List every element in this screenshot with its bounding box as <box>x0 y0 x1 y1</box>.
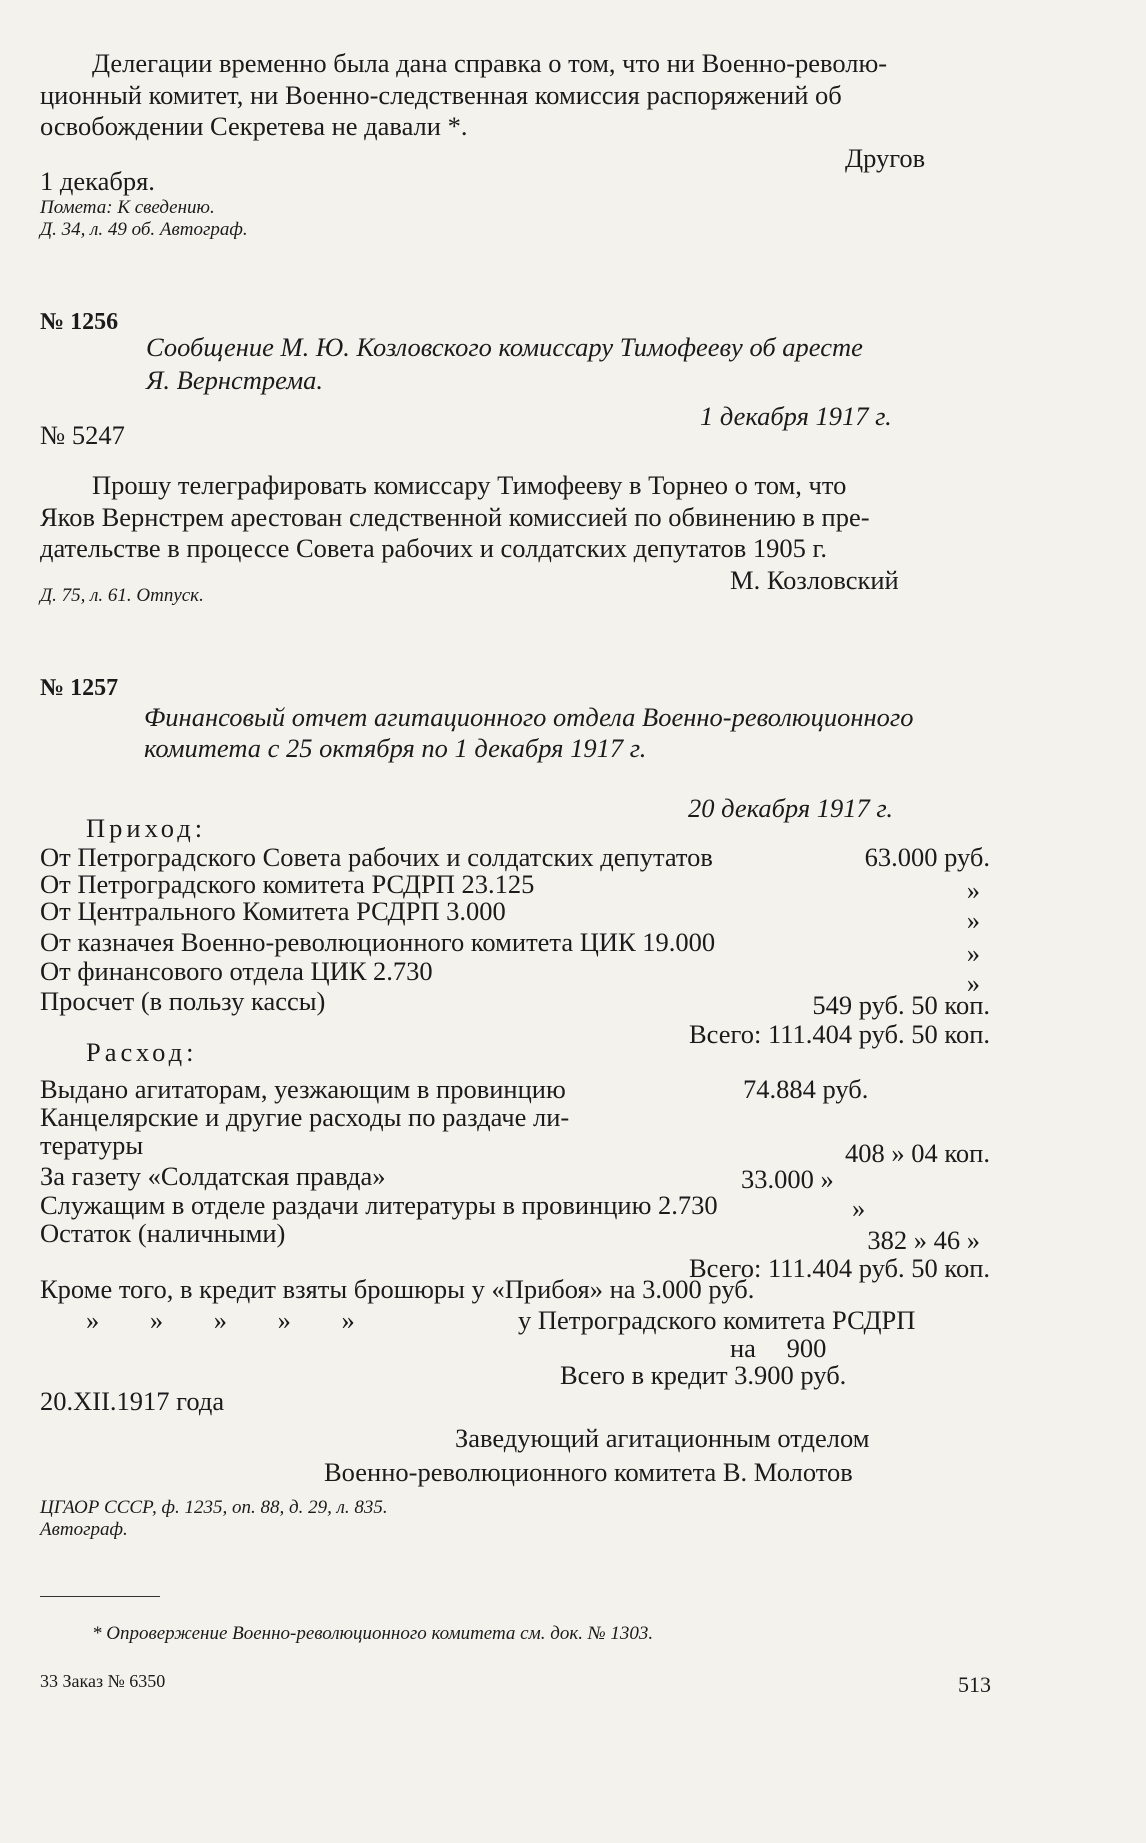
expense-amount: 408 » 04 коп. <box>845 1138 990 1168</box>
income-label: От Центрального Комитета РСДРП 3.000 <box>40 896 506 926</box>
income-amount: » <box>966 905 980 935</box>
doc-1257-source-line-1: ЦГАОР СССР, ф. 1235, оп. 88, д. 29, л. 835. <box>40 1497 388 1518</box>
doc-1257-source-line-2: Автограф. <box>40 1519 128 1540</box>
income-label: Просчет (в пользу кассы) <box>40 986 326 1016</box>
expense-header: Расход: <box>86 1037 198 1067</box>
expense-amount: » <box>852 1193 866 1223</box>
doc-1257-date: 20 декабря 1917 г. <box>688 793 894 823</box>
doc-1257-signature-line-2: Военно-революционного комитета В. Молотов <box>324 1457 853 1487</box>
doc-1256-date: 1 декабря 1917 г. <box>700 401 892 431</box>
income-label: От финансового отдела ЦИК 2.730 <box>40 956 433 986</box>
doc-1257-document-date: 20.XII.1917 года <box>40 1386 225 1416</box>
doc-1256-signature: М. Козловский <box>730 565 899 595</box>
income-label: От Петроградского Совета рабочих и солдатских депутатов <box>40 842 713 872</box>
top-note: Помета: К сведению. <box>40 197 215 218</box>
credit-total: Всего в кредит 3.900 руб. <box>560 1360 847 1390</box>
income-amount: » <box>966 968 980 998</box>
expense-label: тературы <box>40 1130 144 1160</box>
income-label: От казначея Военно-революционного комитета ЦИК 19.000 <box>40 927 716 957</box>
credit-line-3: на 900 <box>730 1333 827 1363</box>
doc-1257-number: № 1257 <box>40 675 119 701</box>
income-amount: 63.000 руб. <box>864 842 990 872</box>
doc-1256-title-line-1: Сообщение М. Ю. Козловского комиссару Тимофееву об аресте <box>146 332 863 362</box>
top-paragraph-line-3: освобождении Секретева не давали *. <box>40 111 468 141</box>
credit-line-2: у Петроградского комитета РСДРП <box>518 1305 916 1335</box>
top-paragraph-line-1: Делегации временно была дана справка о том, что ни Военно-револю- <box>92 48 888 78</box>
top-date: 1 декабря. <box>40 166 155 196</box>
top-source: Д. 34, л. 49 об. Автограф. <box>40 219 248 240</box>
doc-1257-signature-line-1: Заведующий агитационным отделом <box>455 1423 870 1453</box>
doc-1256-body-line-1: Прошу телеграфировать комиссару Тимофееву в Торнео о том, что <box>92 470 847 500</box>
expense-amount: 33.000 » <box>741 1164 834 1194</box>
doc-1256-title-line-2: Я. Вернстрема. <box>146 365 324 395</box>
expense-label: Служащим в отделе раздачи литературы в провинцию 2.730 <box>40 1190 718 1220</box>
doc-1256-number: № 1256 <box>40 309 119 335</box>
top-signature: Другов <box>845 143 926 173</box>
doc-1256-source: Д. 75, л. 61. Отпуск. <box>40 585 204 606</box>
income-amount: » <box>966 938 980 968</box>
page-number: 513 <box>958 1672 991 1697</box>
income-label: От Петроградского комитета РСДРП 23.125 <box>40 869 535 899</box>
doc-1257-title-line-1: Финансовый отчет агитационного отдела Военно-революционного <box>144 702 914 732</box>
income-amount: 549 руб. 50 коп. <box>812 990 990 1020</box>
expense-amount: 382 » 46 » <box>867 1225 980 1255</box>
credit-line-1: Кроме того, в кредит взяты брошюры у «Прибоя» на 3.000 руб. <box>40 1274 755 1304</box>
expense-total: Всего: 111.404 руб. 50 коп. <box>689 1253 990 1283</box>
footnote-divider <box>40 1596 160 1597</box>
footnote: * Опровержение Военно-революционного комитета см. док. № 1303. <box>92 1623 654 1644</box>
expense-label: Канцелярские и другие расходы по раздаче ли- <box>40 1102 570 1132</box>
credit-ditto-marks: » » » » » <box>86 1305 355 1335</box>
expense-label: За газету «Солдатская правда» <box>40 1161 386 1191</box>
income-total: Всего: 111.404 руб. 50 коп. <box>689 1019 990 1049</box>
doc-1256-outgoing-number: № 5247 <box>40 420 125 450</box>
expense-label: Остаток (наличными) <box>40 1218 286 1248</box>
doc-1256-body-line-2: Яков Вернстрем арестован следственной комиссией по обвинению в пре- <box>40 502 870 532</box>
expense-label: Выдано агитаторам, уезжающим в провинцию <box>40 1074 566 1104</box>
print-order: 33 Заказ № 6350 <box>40 1671 166 1691</box>
top-paragraph-line-2: ционный комитет, ни Военно-следственная комиссия распоряжений об <box>40 80 842 110</box>
income-header: Приход: <box>86 813 207 843</box>
expense-amount: 74.884 руб. <box>743 1074 869 1104</box>
doc-1256-body-line-3: дательстве в процессе Совета рабочих и солдатских депутатов 1905 г. <box>40 533 827 563</box>
doc-1257-title-line-2: комитета с 25 октября по 1 декабря 1917 г. <box>144 733 647 763</box>
income-amount: » <box>966 875 980 905</box>
